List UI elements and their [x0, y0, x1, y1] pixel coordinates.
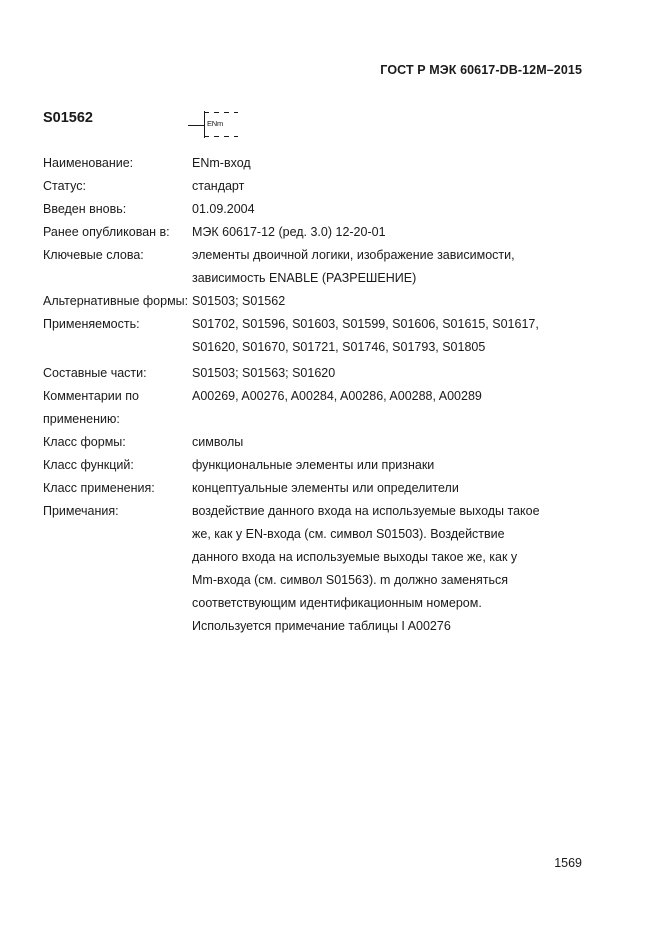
field-row-keywords — [43, 244, 583, 290]
field-value-line: стандарт — [192, 179, 245, 193]
field-value — [192, 198, 583, 221]
field-value-line: Mm-входа (см. символ S01563). m должно заменяться — [192, 573, 509, 587]
field-label: Комментарии по применению: — [43, 389, 139, 426]
field-label: Ключевые слова: — [43, 248, 144, 262]
field-label: Класс применения: — [43, 481, 155, 495]
field-value-line: соответствующим идентификационным номером. — [192, 596, 482, 610]
field-value — [192, 152, 583, 175]
field-label: Класс формы: — [43, 435, 126, 449]
field-label: Примечания: — [43, 504, 119, 518]
field-label: Ранее опубликован в: — [43, 225, 170, 239]
field-row-status — [43, 175, 583, 198]
field-value-line: S01503; S01562 — [192, 294, 286, 308]
field-value-line: S01620, S01670, S01721, S01746, S01793, S01805 — [192, 340, 486, 354]
field-value-line: функциональные элементы или признаки — [192, 458, 435, 472]
field-value — [192, 477, 583, 500]
field-row-application-comments — [43, 385, 583, 431]
field-value-line: A00269, A00276, A00284, A00286, A00288, A00289 — [192, 389, 482, 403]
field-row-name — [43, 152, 583, 175]
symbol-fields — [43, 152, 583, 638]
field-value — [192, 385, 583, 431]
field-value — [192, 175, 583, 198]
field-value-line: 01.09.2004 — [192, 202, 255, 216]
field-value — [192, 313, 583, 359]
field-value-line: элементы двоичной логики, изображение зависимости, — [192, 248, 515, 262]
symbol-graphic-label: ENm — [207, 119, 224, 128]
field-row-alternative-forms — [43, 290, 583, 313]
field-label: Альтернативные формы: — [43, 294, 189, 308]
field-value-line: символы — [192, 435, 244, 449]
field-value-line: S01503; S01563; S01620 — [192, 366, 336, 380]
field-value — [192, 431, 583, 454]
symbol-code: S01562 — [43, 110, 93, 126]
field-label: Составные части: — [43, 366, 147, 380]
field-value — [192, 221, 583, 244]
field-value-line: зависимость ENABLE (РАЗРЕШЕНИЕ) — [192, 271, 417, 285]
field-value-line: ENm-вход — [192, 156, 251, 170]
standard-designation: ГОСТ Р МЭК 60617-DB-12M–2015 — [380, 63, 582, 77]
field-value — [192, 454, 583, 477]
field-row-application-class — [43, 477, 583, 500]
field-row-components — [43, 362, 583, 385]
field-label: Статус: — [43, 179, 86, 193]
field-value-line: же, как у EN-входа (см. символ S01503). Воздействие — [192, 527, 505, 541]
field-label: Класс функций: — [43, 458, 134, 472]
field-value-line: концептуальные элементы или определители — [192, 481, 459, 495]
field-row-function-class — [43, 454, 583, 477]
page-number: 1569 — [554, 856, 582, 870]
field-row-notes — [43, 500, 583, 638]
field-value-line: МЭК 60617-12 (ред. 3.0) 12-20-01 — [192, 225, 386, 239]
field-row-form-class — [43, 431, 583, 454]
field-value-line: данного входа на используемые выходы такое же, как у — [192, 550, 518, 564]
field-row-applicability — [43, 313, 583, 359]
field-row-introduced — [43, 198, 583, 221]
symbol-graphic — [186, 108, 242, 140]
field-value-line: воздействие данного входа на используемые выходы такое — [192, 504, 540, 518]
field-value — [192, 290, 583, 313]
field-label: Применяемость: — [43, 317, 140, 331]
field-label: Введен вновь: — [43, 202, 127, 216]
field-row-previously-published — [43, 221, 583, 244]
field-value — [192, 362, 583, 385]
field-label: Наименование: — [43, 156, 134, 170]
field-value-line: S01702, S01596, S01603, S01599, S01606, S01615, S01617, — [192, 317, 539, 331]
field-value-line: Используется примечание таблицы I A00276 — [192, 619, 451, 633]
field-value — [192, 500, 583, 638]
field-value — [192, 244, 583, 290]
